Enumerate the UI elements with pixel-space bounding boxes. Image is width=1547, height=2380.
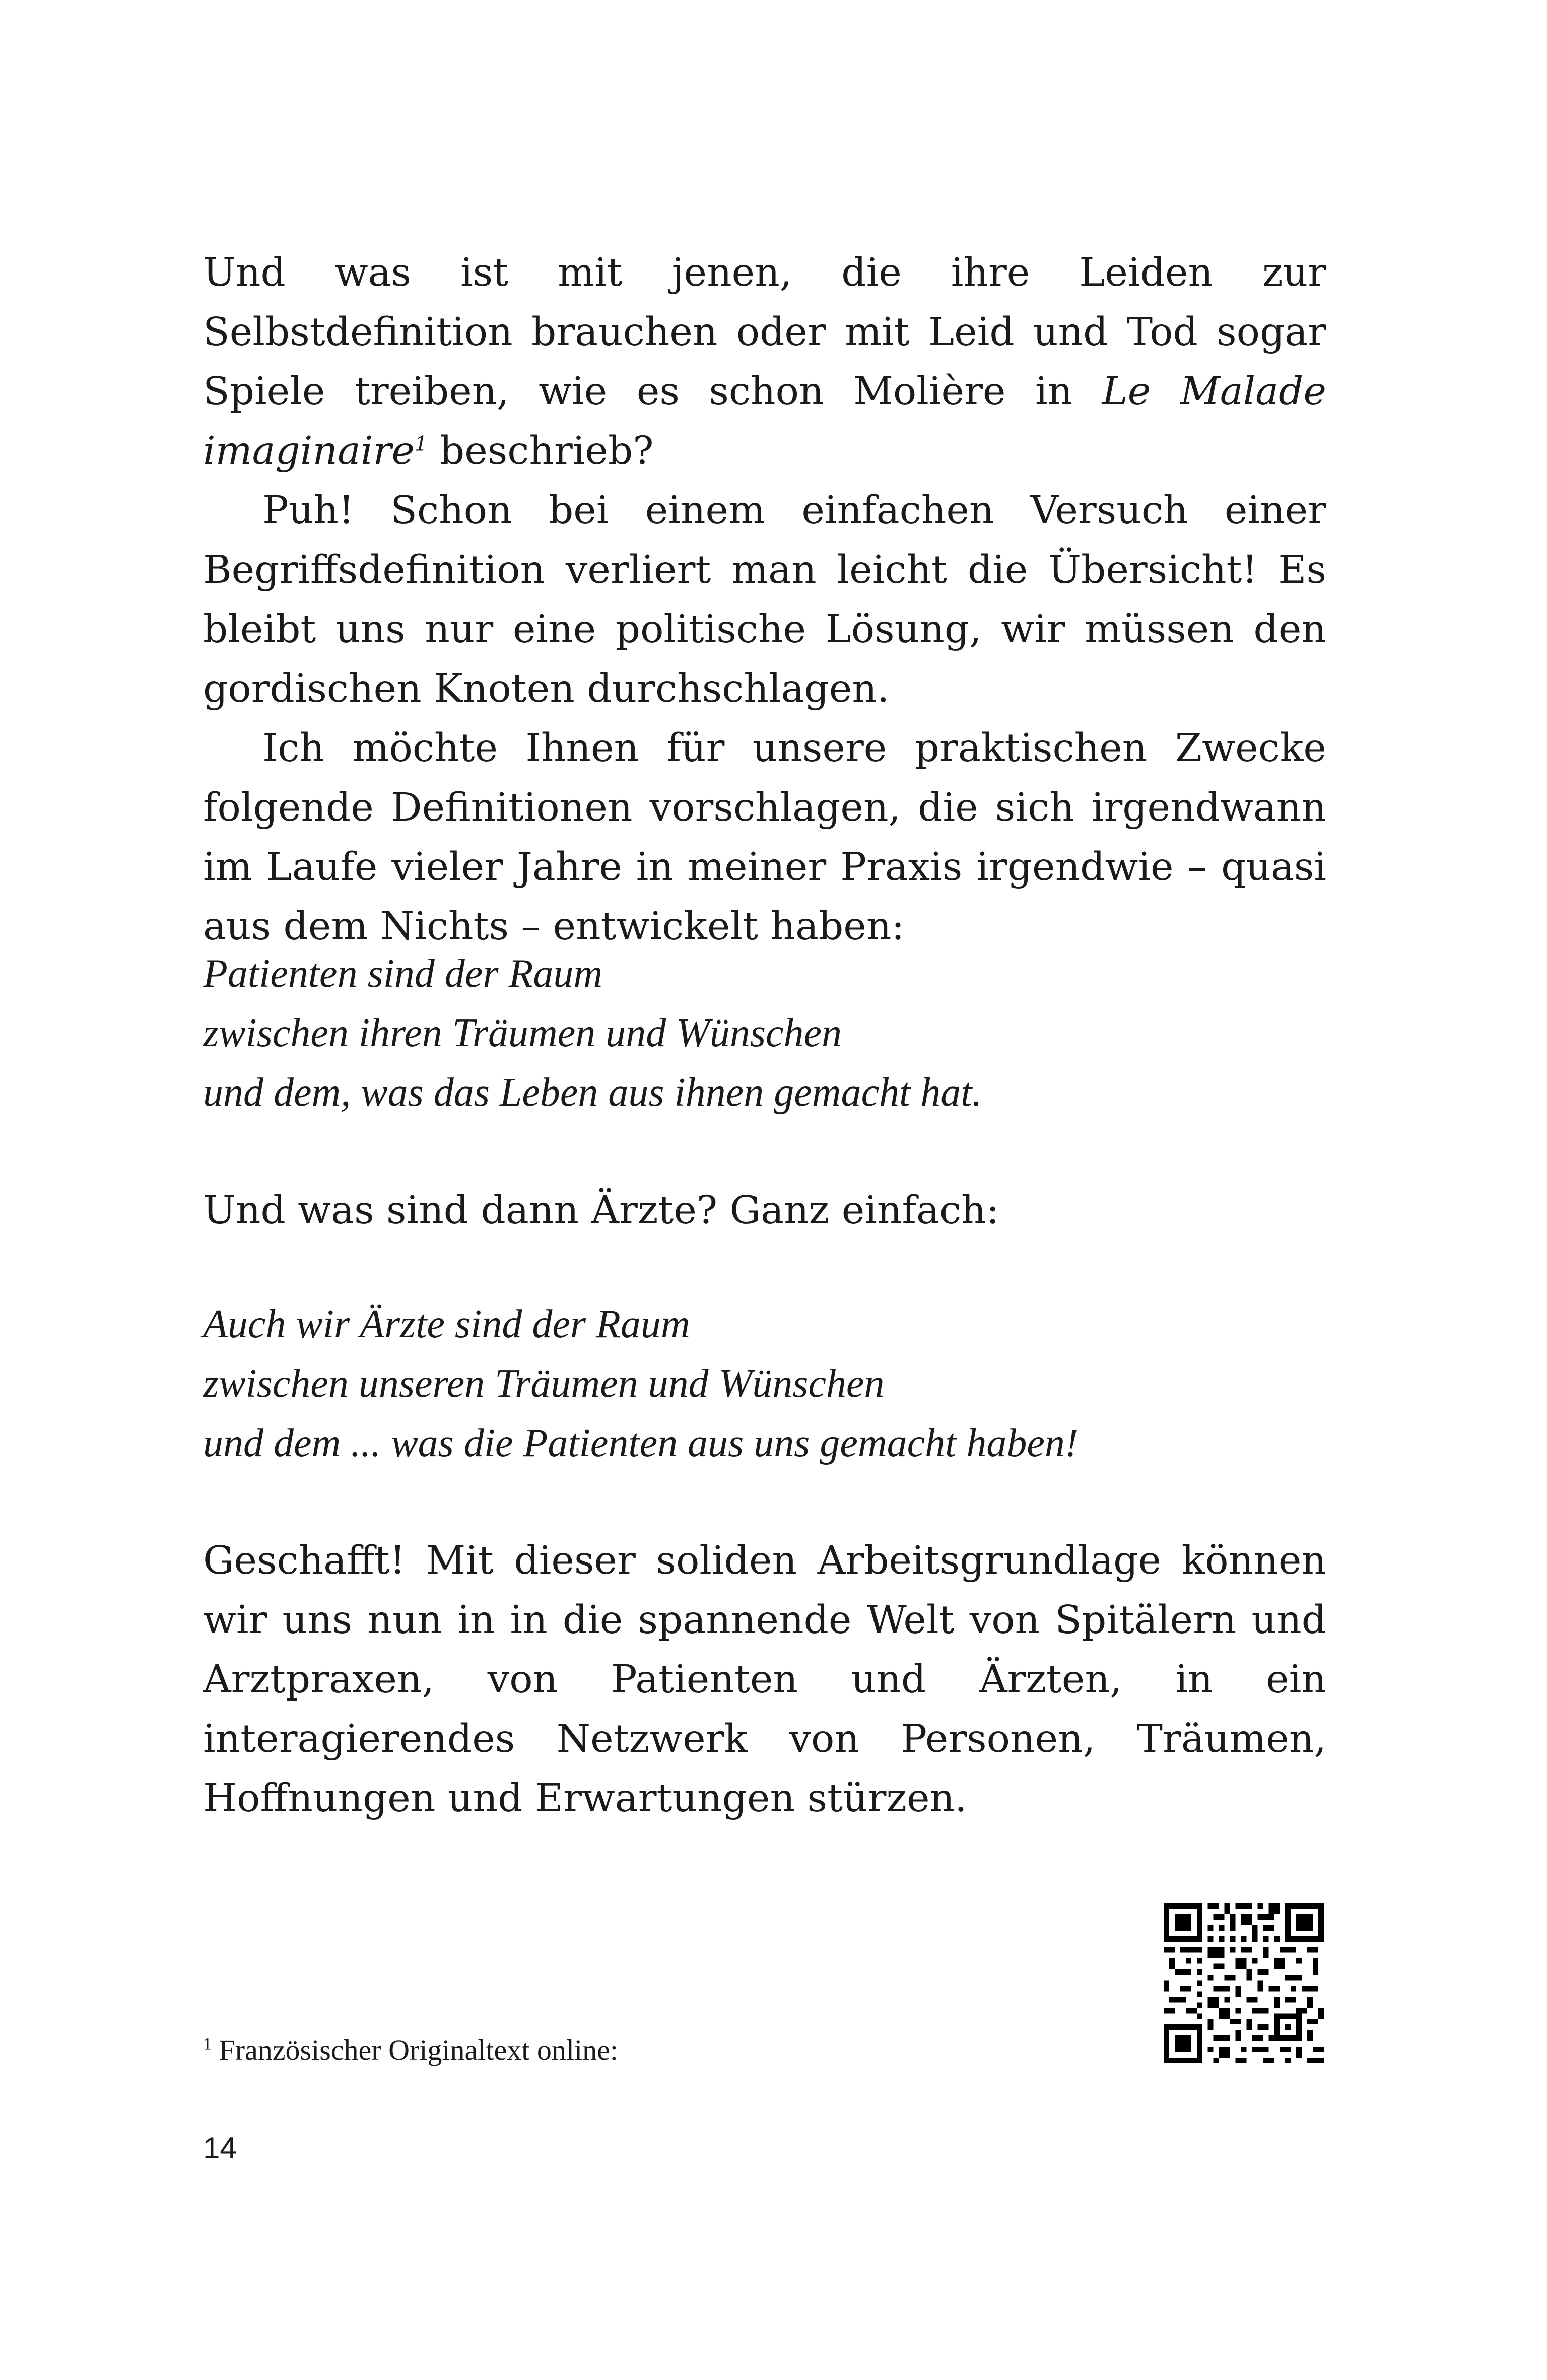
page-number: 14 bbox=[203, 2131, 237, 2165]
body-text-top bbox=[203, 243, 1326, 957]
definition-patients-line-2: zwischen ihren Träumen und Wünschen bbox=[203, 1011, 842, 1055]
question-line: Und was sind dann Ärzte? Ganz einfach: bbox=[203, 1188, 999, 1233]
paragraph-3: Ich möchte Ihnen für unsere praktischen Zwecke folgende Definitionen vorschlagen, die sich irgendwann im Laufe vieler Jahre in meiner Praxis irgendwie – quasi aus dem Nichts – entwickelt haben: bbox=[203, 726, 1326, 949]
definition-patients bbox=[203, 944, 1326, 1122]
definition-doctors-line-1: Auch wir Ärzte sind der Raum bbox=[203, 1302, 690, 1346]
definition-patients-line-1: Patienten sind der Raum bbox=[203, 951, 603, 996]
definition-doctors-line-3: und dem ... was die Patienten aus uns gemacht haben! bbox=[203, 1421, 1079, 1465]
paragraph-2: Puh! Schon bei einem einfachen Versuch einer Begriffsdefinition verliert man leicht die Übersicht! Es bleibt uns nur eine politische Lösung, wir müssen den gordischen Knoten durchschlagen. bbox=[203, 488, 1326, 711]
paragraph-1-text-before: Und was ist mit jenen, die ihre Leiden zur Selbstdefinition brauchen oder mit Leid und Tod sogar Spiele treiben, wie es schon Molière in bbox=[203, 250, 1326, 414]
definition-patients-line-3: und dem, was das Leben aus ihnen gemacht hat. bbox=[203, 1070, 982, 1115]
footnote bbox=[203, 2030, 618, 2070]
body-text-bottom bbox=[203, 1531, 1326, 1828]
qr-code-icon[interactable] bbox=[1164, 1903, 1324, 2063]
definition-doctors bbox=[203, 1295, 1326, 1473]
paragraph-1-text-after: beschrieb? bbox=[427, 429, 654, 473]
footnote-number: 1 bbox=[203, 2034, 212, 2054]
work-title: Le Malade imaginaire bbox=[203, 369, 1326, 473]
paragraph-4: Geschafft! Mit dieser soliden Arbeitsgrundlage können wir uns nun in in die spannende Welt von Spitälern und Arztpraxen, von Patienten und Ärzten, in ein interagierendes Netzwerk von Personen, Träumen, Hoffnungen und Erwartungen stürzen. bbox=[203, 1538, 1326, 1821]
footnote-reference[interactable]: 1 bbox=[414, 432, 428, 456]
footnote-text: Französischer Originaltext online: bbox=[219, 2033, 618, 2066]
paragraph-1 bbox=[203, 243, 1326, 481]
definition-doctors-line-2: zwischen unseren Träumen und Wünschen bbox=[203, 1362, 885, 1406]
